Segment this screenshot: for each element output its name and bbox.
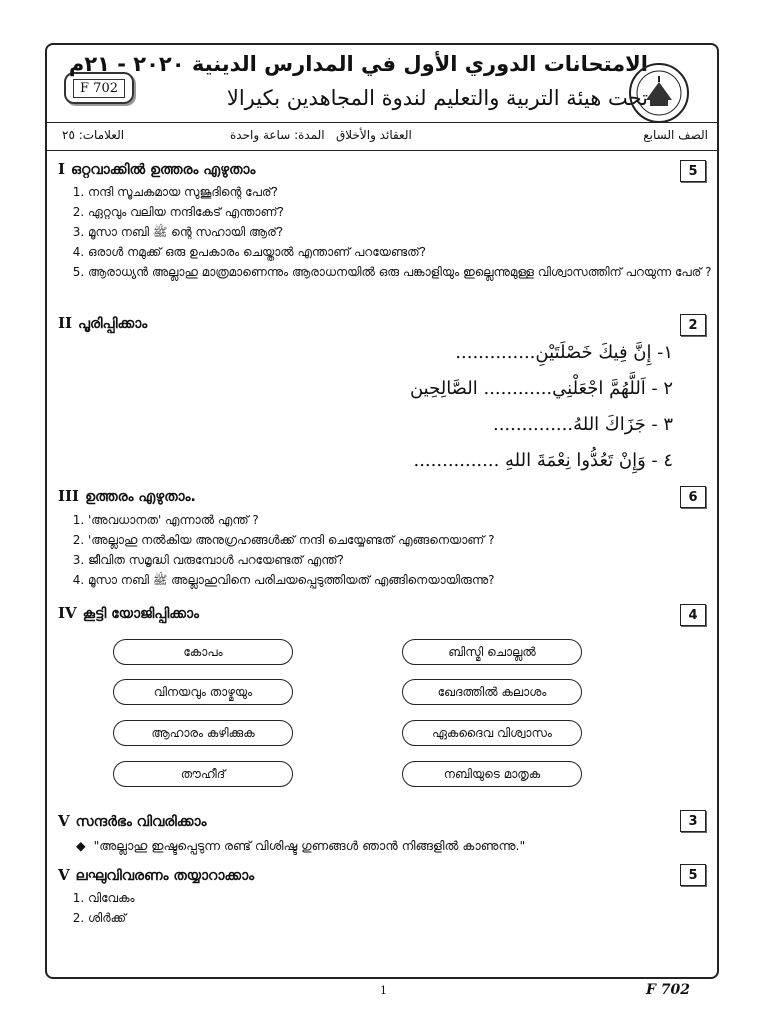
list-item: 4. ഒരാൾ നമുക്ക് ഒരു ഉപകാരം ചെയ്താൽ എന്താണ് പറയേണ്ടത്? xyxy=(88,244,728,264)
exam-subtitle: تحت هيئة التربية والتعليم لندوة المجاهدين بكيرالا xyxy=(226,86,648,110)
match-right-1: ബിസ്മി ചൊല്ലൽ xyxy=(402,639,582,665)
organization-emblem-icon xyxy=(628,62,690,124)
paper-code-badge xyxy=(64,72,134,104)
match-right-3: ഏകദൈവ വിശ്വാസം xyxy=(402,720,582,746)
list-item: 2. ശിർക്ക് xyxy=(88,910,728,930)
section-2-title: II പൂരിപ്പിക്കാം xyxy=(58,314,148,332)
info-divider xyxy=(45,150,719,151)
section-3-questions xyxy=(60,512,728,592)
fill-blank-2: ٢ - اَللَّهُمَّ اجْعَلْنِي............ الصَّالِحِين xyxy=(409,378,673,399)
class-label: الصف السابع xyxy=(643,128,708,142)
list-item: 1. വിവേകം xyxy=(88,890,728,910)
subject-label: العقائد والأخلاق xyxy=(336,128,412,142)
section-1-title: I ഒറ്റവാക്കിൽ ഉത്തരം എഴുതാം xyxy=(58,160,256,178)
list-item: 2. ഏറ്റവും വലിയ നന്ദികേട് എന്താണ്? xyxy=(88,204,728,224)
list-item: 4. മൂസാ നബി ﷺ അല്ലാഹുവിനെ പരിചയപ്പെടുത്തിയത് എങ്ങിനെയായിരുന്നു? xyxy=(88,572,728,592)
bullet-icon: ◆ xyxy=(76,838,94,853)
context-quote: ◆ "അല്ലാഹു ഇഷ്ടപ്പെടുന്ന രണ്ട് വിശിഷ്ട ഗുണങ്ങൾ ഞാൻ നിങ്ങളിൽ കാണുന്നു." xyxy=(76,838,526,853)
section-1-questions xyxy=(60,184,728,298)
section-5-title: V സന്ദർഭം വിവരിക്കാം xyxy=(58,812,207,830)
section-6-topics xyxy=(60,890,728,930)
fill-blank-4: ٤ - وَإِنْ تَعُدُّوا نِعْمَةَ اللهِ ............... xyxy=(413,450,673,471)
duration-label: المدة: ساعة واحدة xyxy=(230,128,325,142)
fill-blank-1: ١- إِنَّ فِيكَ خَصْلَتَيْنِ.............. xyxy=(455,342,673,363)
header-divider xyxy=(45,122,719,123)
page-number: 1 xyxy=(380,984,387,997)
section-6-title: V ലഘുവിവരണം തയ്യാറാക്കാം xyxy=(58,866,255,884)
list-item: 5. ആരാധ്യൻ അല്ലാഹു മാത്രമാണെന്നും ആരാധനയിൽ ഒരു പങ്കാളിയും ഇല്ലെന്നുമുള്ള വിശ്വാസത്തിന് പറയുന്ന പേര് ? xyxy=(88,264,728,298)
list-item: 3. മൂസാ നബി ﷺ ന്റെ സഹായി ആര്? xyxy=(88,224,728,244)
section-6-marks: 5 xyxy=(680,864,706,886)
section-2-marks: 2 xyxy=(680,314,706,336)
marks-label: العلامات: ٢٥ xyxy=(62,128,125,142)
section-1-marks: 5 xyxy=(680,160,706,182)
match-left-3: ആഹാരം കഴിക്കുക xyxy=(113,720,293,746)
match-left-2: വിനയവും താഴ്മയും xyxy=(113,679,293,705)
paper-code: F 702 xyxy=(73,79,125,98)
section-5-marks: 3 xyxy=(680,810,706,832)
section-4-marks: 4 xyxy=(680,604,706,626)
footer-paper-code: F 702 xyxy=(646,982,691,998)
list-item: 3. ജീവിത സമൃദ്ധി വരുമ്പോൾ പറയേണ്ടത് എന്ത്? xyxy=(88,552,728,572)
fill-blank-3: ٣ - جَزَاكَ اللهُ.............. xyxy=(492,414,673,435)
section-3-title: III ഉത്തരം എഴുതാം. xyxy=(58,487,196,505)
section-4-title: IV കൂട്ടി യോജിപ്പിക്കാം xyxy=(58,604,199,622)
match-right-2: ഖേദത്തിൽ കലാശം xyxy=(402,679,582,705)
list-item: 2. 'അല്ലാഹു നൽകിയ അനുഗ്രഹങ്ങൾക്ക് നന്ദി ചെയ്യേണ്ടത് എങ്ങനെയാണ് ? xyxy=(88,532,728,552)
section-3-marks: 6 xyxy=(680,486,706,508)
list-item: 1. നന്ദി സൂചകമായ സുജൂദിന്റെ പേര്? xyxy=(88,184,728,204)
list-item: 1. 'അവധാനത' എന്നാൽ എന്ത് ? xyxy=(88,512,728,532)
match-left-1: കോപം xyxy=(113,639,293,665)
match-right-4: നബിയുടെ മാതൃക xyxy=(402,761,582,787)
exam-title: الامتحانات الدوري الأول في المدارس الدينية ٢٠٢٠ - ٢١م xyxy=(68,52,648,76)
match-left-4: തൗഹീദ് xyxy=(113,761,293,787)
